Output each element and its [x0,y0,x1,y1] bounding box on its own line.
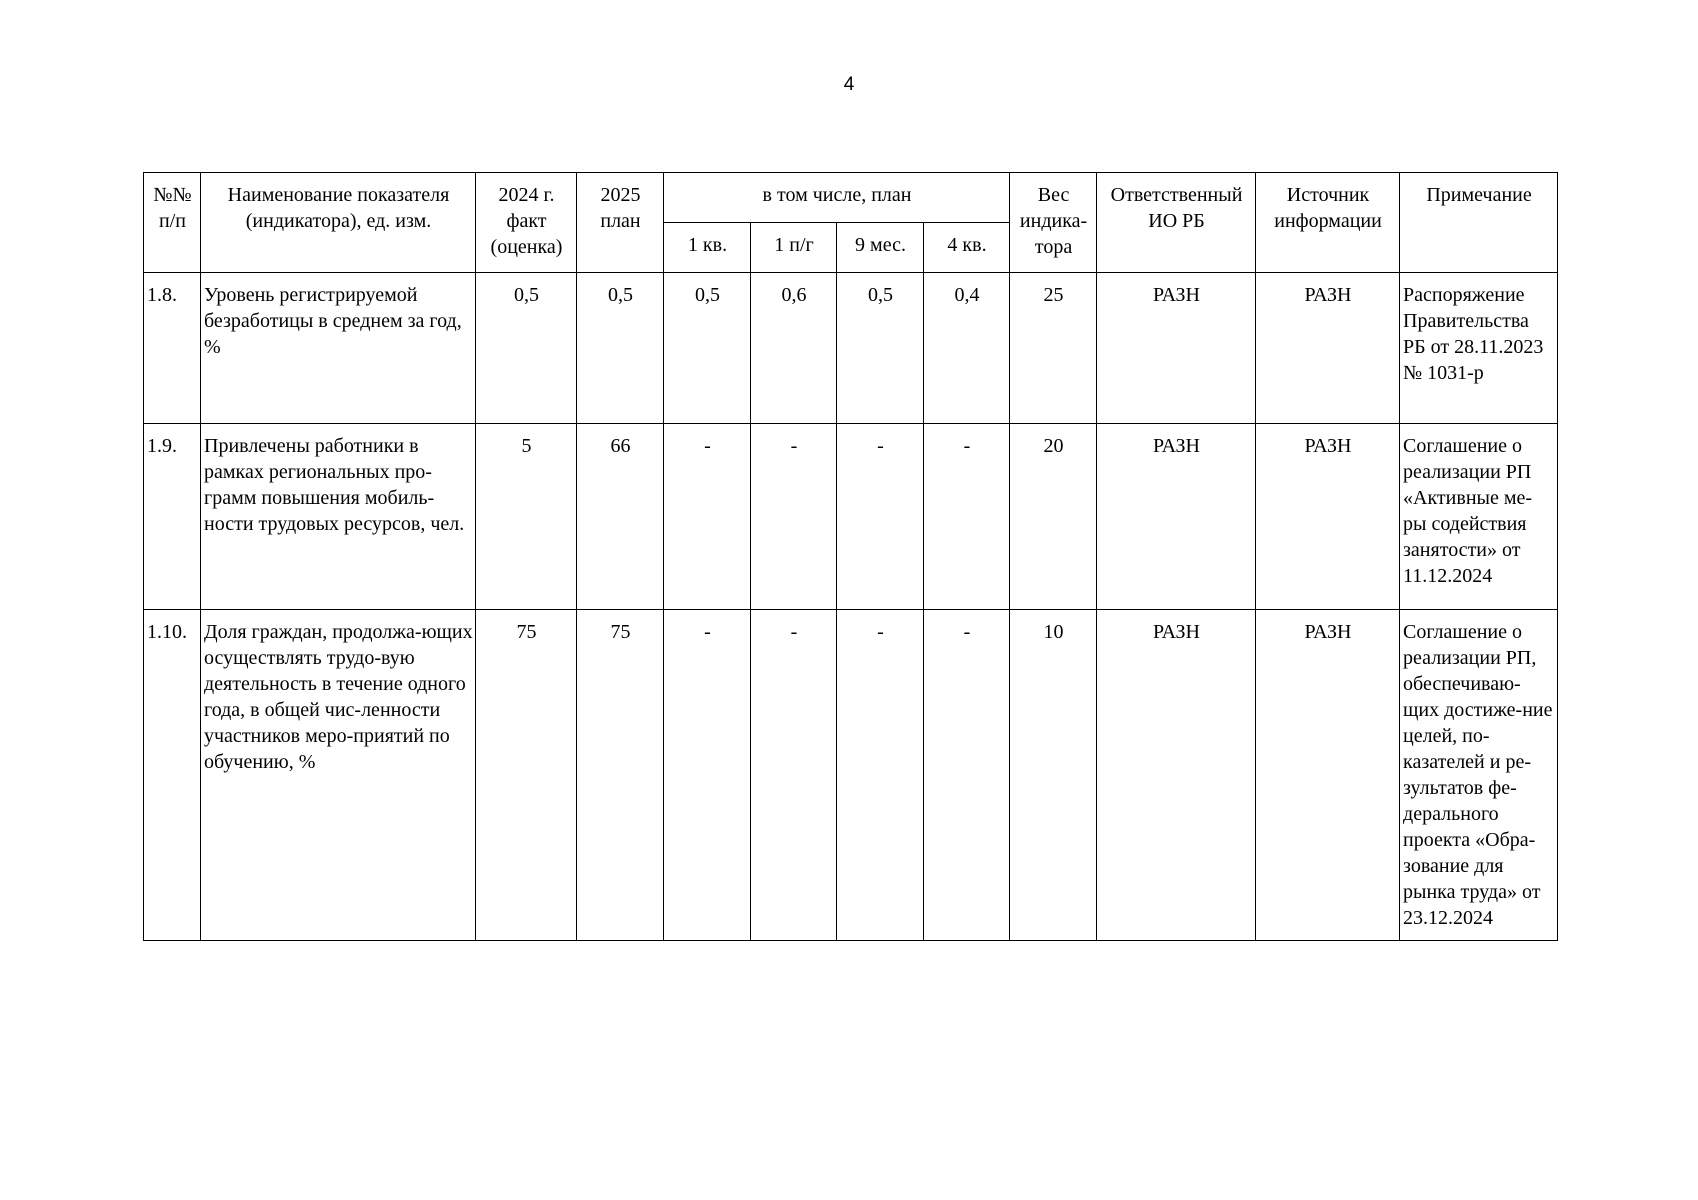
cell-plan-2025: 0,5 [577,273,664,424]
table-row [144,273,1558,424]
cell-name: Доля граждан, продолжа-ющих осуществлять трудо-вую деятельность в течение одного года, в общей чис-ленности участников меро-приятий по обучению, % [201,610,476,941]
cell-name: Привлечены работники в рамках региональных про-грамм повышения мобиль-ности трудовых ресурсов, чел. [201,424,476,610]
header-name: Наименование показателя (индикатора), ед. изм. [201,173,476,273]
header-fact-2024: 2024 г. факт (оценка) [476,173,577,273]
cell-responsible: РАЗН [1097,424,1256,610]
cell-responsible: РАЗН [1097,610,1256,941]
cell-num: 1.10. [144,610,201,941]
cell-weight: 20 [1010,424,1097,610]
cell-q4: 0,4 [924,273,1010,424]
cell-9m: - [837,610,924,941]
cell-fact-2024: 75 [476,610,577,941]
table-row [144,424,1558,610]
cell-q1: - [664,610,751,941]
cell-name: Уровень регистрируемой безработицы в среднем за год, % [201,273,476,424]
cell-source: РАЗН [1256,610,1400,941]
header-incl-plan: в том числе, план [664,173,1010,223]
cell-note: Распоряжение Правительства РБ от 28.11.2023 № 1031-р [1400,273,1558,424]
cell-9m: - [837,424,924,610]
cell-q4: - [924,610,1010,941]
cell-q1: - [664,424,751,610]
cell-num: 1.9. [144,424,201,610]
cell-h1: - [751,424,837,610]
cell-9m: 0,5 [837,273,924,424]
cell-weight: 10 [1010,610,1097,941]
cell-num: 1.8. [144,273,201,424]
header-note: Примечание [1400,173,1558,273]
header-row [144,173,1558,223]
cell-fact-2024: 0,5 [476,273,577,424]
cell-plan-2025: 66 [577,424,664,610]
cell-note: Соглашение о реализации РП, обеспечиваю-щих достиже-ние целей, по-казателей и ре-зультатов фе-дерального проекта «Обра-зование для рынка труда» от 23.12.2024 [1400,610,1558,941]
header-source: Источник информации [1256,173,1400,273]
header-q1: 1 кв. [664,223,751,273]
header-weight: Вес индика-тора [1010,173,1097,273]
header-plan-2025: 2025 план [577,173,664,273]
cell-source: РАЗН [1256,424,1400,610]
table-row [144,610,1558,941]
indicators-table [143,172,1558,941]
cell-weight: 25 [1010,273,1097,424]
header-q4: 4 кв. [924,223,1010,273]
cell-q1: 0,5 [664,273,751,424]
cell-q4: - [924,424,1010,610]
cell-responsible: РАЗН [1097,273,1256,424]
cell-h1: 0,6 [751,273,837,424]
header-9m: 9 мес. [837,223,924,273]
header-responsible: Ответственный ИО РБ [1097,173,1256,273]
cell-fact-2024: 5 [476,424,577,610]
header-h1: 1 п/г [751,223,837,273]
page-number: 4 [843,74,855,95]
header-num: №№ п/п [144,173,201,273]
cell-source: РАЗН [1256,273,1400,424]
cell-h1: - [751,610,837,941]
cell-plan-2025: 75 [577,610,664,941]
cell-note: Соглашение о реализации РП «Активные ме-ры содействия занятости» от 11.12.2024 [1400,424,1558,610]
